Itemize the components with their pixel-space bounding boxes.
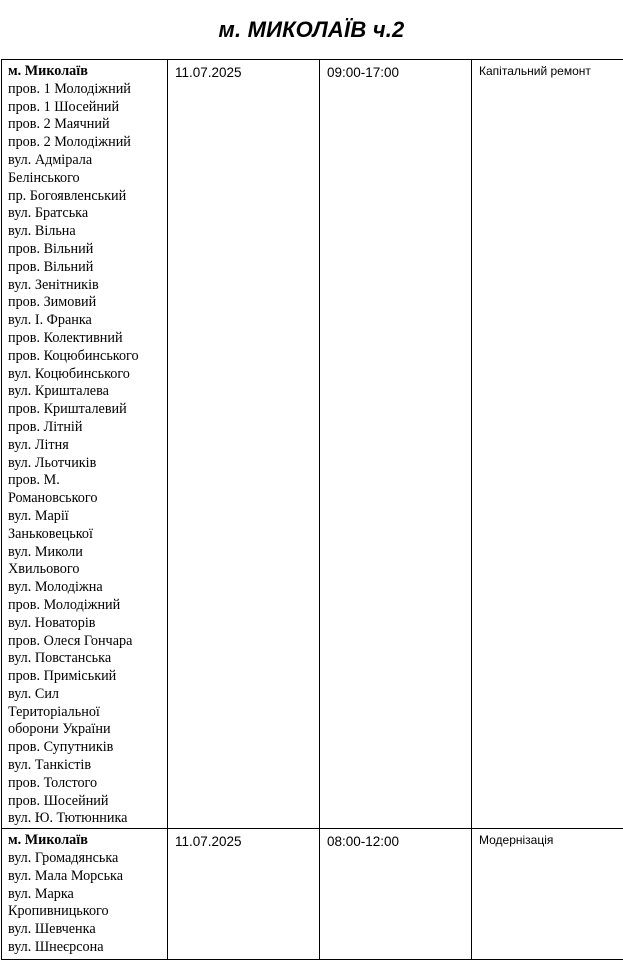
street-list: [8, 850, 167, 957]
date-cell: [168, 60, 320, 829]
street-item: вул. Мала Морська: [8, 868, 167, 886]
street-item: вул. Новаторів: [8, 615, 167, 633]
street-item: пров. 1 Молодіжний: [8, 81, 167, 99]
street-list: [8, 81, 167, 828]
address-list: [2, 60, 167, 828]
street-item: пров. Шосейний: [8, 793, 167, 811]
street-item: пров. Олеся Гончара: [8, 633, 167, 651]
street-item: вул. Ю. Тютюнника: [8, 810, 167, 828]
street-item: Заньковецької: [8, 526, 167, 544]
street-item: вул. Миколи: [8, 544, 167, 562]
street-item: пров. Колективний: [8, 330, 167, 348]
address-cell: [2, 60, 168, 829]
outage-schedule-table: [1, 59, 623, 960]
street-item: пров. Коцюбинського: [8, 348, 167, 366]
street-item: пров. Вільний: [8, 259, 167, 277]
street-item: Романовського: [8, 490, 167, 508]
street-item: вул. Марка: [8, 886, 167, 904]
city-name: м. Миколаїв: [8, 832, 167, 850]
work-type-cell: [472, 60, 623, 829]
street-item: пров. Вільний: [8, 241, 167, 259]
street-item: пров. Літній: [8, 419, 167, 437]
street-item: вул. Літня: [8, 437, 167, 455]
street-item: вул. Братська: [8, 205, 167, 223]
street-item: оборони України: [8, 721, 167, 739]
date-cell: [168, 829, 320, 960]
street-item: пров. Зимовий: [8, 294, 167, 312]
table-row: [2, 60, 623, 829]
city-name: м. Миколаїв: [8, 63, 167, 81]
date-value: 11.07.2025: [168, 60, 319, 81]
street-item: Белінського: [8, 170, 167, 188]
street-item: пров. Приміський: [8, 668, 167, 686]
street-item: Хвильового: [8, 561, 167, 579]
street-item: вул. Льотчиків: [8, 455, 167, 473]
street-item: пров. 1 Шосейний: [8, 99, 167, 117]
street-item: вул. Сил: [8, 686, 167, 704]
street-item: вул. Зенітників: [8, 277, 167, 295]
street-item: вул. Танкістів: [8, 757, 167, 775]
page-title: м. МИКОЛАЇВ ч.2: [0, 17, 623, 43]
street-item: вул. Молодіжна: [8, 579, 167, 597]
address-cell: [2, 829, 168, 960]
work-type-value: Модернізація: [472, 829, 623, 848]
street-item: вул. Повстанська: [8, 650, 167, 668]
street-item: пров. М.: [8, 472, 167, 490]
street-item: пров. Кришталевий: [8, 401, 167, 419]
street-item: вул. Вільна: [8, 223, 167, 241]
time-cell: [320, 829, 472, 960]
address-list: [2, 829, 167, 957]
street-item: пров. 2 Маячний: [8, 116, 167, 134]
street-item: пров. Толстого: [8, 775, 167, 793]
street-item: пров. 2 Молодіжний: [8, 134, 167, 152]
street-item: пр. Богоявленський: [8, 188, 167, 206]
time-value: 08:00-12:00: [320, 829, 471, 850]
street-item: Територіальної: [8, 704, 167, 722]
work-type-value: Капітальний ремонт: [472, 60, 623, 79]
table-row: [2, 829, 623, 960]
street-item: вул. Адмірала: [8, 152, 167, 170]
street-item: вул. Кришталева: [8, 383, 167, 401]
street-item: Кропивницького: [8, 903, 167, 921]
street-item: пров. Супутників: [8, 739, 167, 757]
street-item: вул. Марії: [8, 508, 167, 526]
time-value: 09:00-17:00: [320, 60, 471, 81]
date-value: 11.07.2025: [168, 829, 319, 850]
work-type-cell: [472, 829, 623, 960]
street-item: вул. Шнеєрсона: [8, 939, 167, 957]
street-item: вул. Коцюбинського: [8, 366, 167, 384]
street-item: вул. І. Франка: [8, 312, 167, 330]
time-cell: [320, 60, 472, 829]
street-item: пров. Молодіжний: [8, 597, 167, 615]
street-item: вул. Громадянська: [8, 850, 167, 868]
street-item: вул. Шевченка: [8, 921, 167, 939]
